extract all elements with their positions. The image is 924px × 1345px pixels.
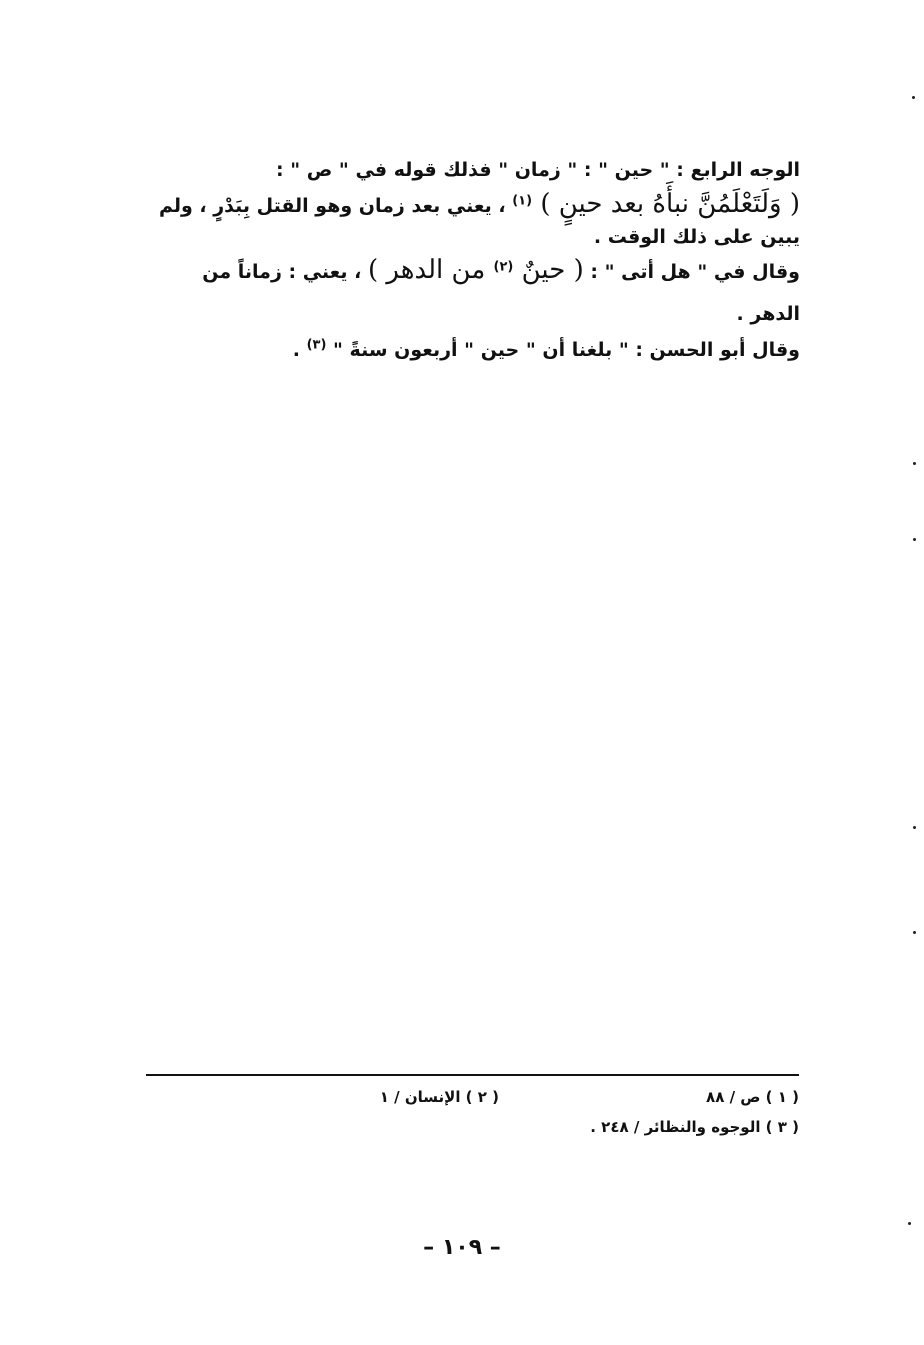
quran-quote: من الدهر ) — [368, 255, 494, 285]
text-line — [158, 189, 800, 219]
text-line — [594, 225, 800, 249]
quran-quote: ( وَلَتَعْلَمُنَّ نبأَهُ بعد حينٍ ) — [532, 189, 800, 219]
footnote-row — [146, 1112, 799, 1142]
text-line — [737, 302, 800, 326]
footnotes — [146, 1082, 799, 1142]
footnote-row — [146, 1082, 799, 1112]
footnote-marker: (١) — [512, 193, 533, 209]
text-run: ، يعني : زماناً من — [202, 261, 368, 283]
footnote-1: ( ١ ) ص / ٨٨ — [706, 1088, 799, 1106]
scan-speck — [913, 931, 916, 934]
footnote-separator — [146, 1074, 799, 1076]
scan-speck — [908, 1222, 911, 1225]
footnote-2: ( ٢ ) الإنسان / ١ — [379, 1088, 499, 1106]
footnote-3: ( ٣ ) الوجوه والنظائر / ٢٤٨ . — [590, 1118, 799, 1136]
text-run: ، يعني بعد زمان وهو القتل بِبَدْرٍ ، ولم — [158, 195, 513, 217]
quran-quote: ( حينٌ — [513, 255, 584, 285]
text-line — [293, 338, 800, 362]
scan-speck — [912, 96, 915, 99]
scan-speck — [913, 538, 916, 541]
text-run: وقال أبو الحسن : " بلغنا أن " حين " أربعون سنةً " — [326, 339, 800, 361]
footnote-marker: (٢) — [493, 259, 514, 275]
page-number: – ١٠٩ – — [423, 1235, 501, 1260]
text-run: الدهر . — [736, 303, 800, 325]
text-line — [202, 255, 800, 285]
scan-speck — [913, 826, 916, 829]
text-run: يبين على ذلك الوقت . — [593, 226, 800, 248]
text-run: وقال في " هل أتى " : — [583, 261, 800, 283]
text-run: . — [292, 339, 307, 361]
text-run: الوجه الرابع : " حين " : " زمان " فذلك قوله في " ص " : — [276, 159, 800, 181]
footnote-marker: (٣) — [306, 337, 327, 353]
scan-speck — [913, 462, 916, 465]
text-line — [276, 158, 800, 182]
